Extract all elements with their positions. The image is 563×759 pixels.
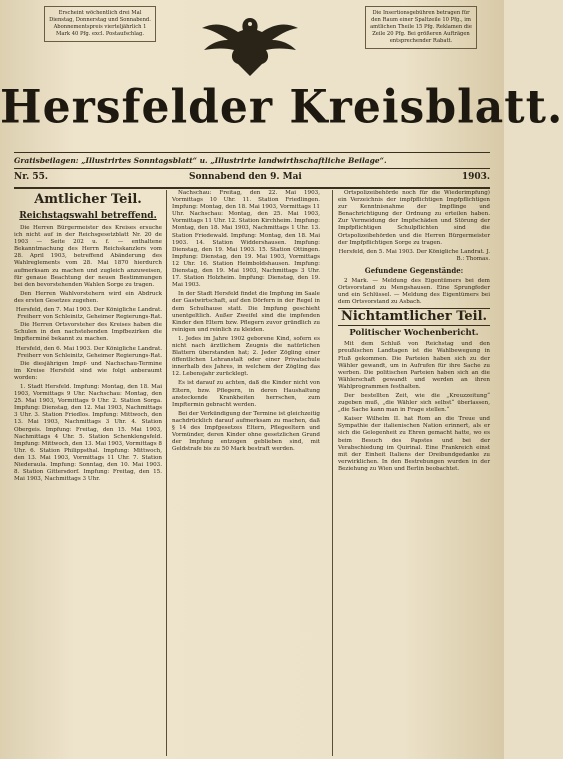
supplements-line: Gratisbeilagen: „Illustrirtes Sonntagsblatt“ u. „Illustrirte landwirthschaftliche Beilage“. (14, 156, 387, 165)
newspaper-title: Hersfelder Kreisblatt. (0, 80, 563, 135)
signature-block: Hersfeld, den 5. Mai 1903. Der Königliche Landrat. J. B.: Thomas. (338, 248, 490, 262)
article-paragraph: Die Herren Ortsvorsteher des Kreises haben die Schulen in den nachstehenden Impfbezirken die Impfterminé bekannt zu machen. (14, 322, 162, 343)
article-paragraph: Die diesjährigen Impf- und Nachschau-Termine im Kreise Hersfeld sind wie folgt anberaumt worden: (14, 360, 162, 381)
weekly-report-heading: Politischer Wochenbericht. (349, 328, 479, 339)
column-divider (166, 190, 167, 756)
issue-number: Nr. 55. (14, 172, 49, 182)
official-section-heading: Amtlicher Teil. (34, 192, 142, 207)
article-paragraph: Ortspolizeibehörde noch für die Wiederimpfung) ein Verzeichnis der impfpflichtigen Impfpflichtigen zur Kenntnisnahme der Impflinge und Benachrichtigung der Ordnung zu erteilen haben. Zur Vermeidung der Impfschäden und Störung der Impfpflichtigen Schulpflichten sind die Ortspolizeibehörden und die Herren Bürgermeister der Impfpflichtigen Sorge zu tragen. (338, 190, 490, 246)
article-paragraph: Der bestellten Zeit, wie die „Kreuzzeitung“ zugeben muß, „die Wähler sich selbst“ überlassen, „die Sache kann man in Frage stellen.“ (338, 392, 490, 414)
article-paragraph: Bei der Verkündigung der Termine ist gleichzeitig nachdrücklich darauf aufmerksam zu machen, daß § 14 des Impfgesetzes Eltern, Pflegeeltern und Vormünder, deren Kinder ohne gesetzlichen Grund der Impfung entzogen geblieben sind, mit Geldstrafe bis zu 50 Mark bestraft werden. (172, 410, 320, 453)
signature-block: Hersfeld, den 6. Mai 1903. Der Königliche Landrat. Freiherr von Schleinitz, Geheimer Regierungs-Rat. (15, 345, 162, 359)
found-items-heading: Gefundene Gegenstände: (364, 265, 464, 275)
article-paragraph: Mit dem Schluß von Reichstag und den preußischen Landtagen ist die Wahlbewegung in Fluß gekommen. Die Parteien haben sich zu der Wähler gewandt, um in Aufrufen für ihre Sache zu werben. Die politischen Parteien haben sich an die Wählerschaft gewandt und werden an ihren Wahlprogrammen festhalten. (338, 341, 490, 390)
article-paragraph: Die Herren Bürgermeister des Kreises ersuche ich nicht auf in der Reichsgesetzblatt Nr. 20 de 1903 — Seite 202 u. f. — enthaltene Bekanntmachung des Herrn Reichskanzlers vom 28. April 1903, betreffend Abänderung des Wahlreglements vom 28. Mai 1870 hierdurch aufmerksam zu machen und zugleich anzuweisen, für genaue Beachtung der neuen Bestimmungen bei den bevorstehenden Wahlen Sorge zu tragen. (14, 225, 162, 288)
divider (14, 168, 490, 169)
found-items-text: 2 Mark. — Meldung des Eigentümers bei dem Ortsvorstand zu Mengshausen. Eine Sprungfeder und ein Schlüssel. — Meldung des Eigentümers bei dem Ortsvorstand zu Asbach. (338, 277, 490, 306)
divider (14, 152, 490, 153)
column-3 (338, 190, 490, 756)
divider (14, 187, 490, 189)
issue-year: 1903. (461, 172, 490, 182)
issue-dateline (14, 172, 490, 186)
insertion-fees-box (365, 6, 477, 49)
column-divider (332, 190, 333, 756)
article-paragraph: Es ist darauf zu achten, daß die Kinder nicht von Eltern, bzw. Pflegern, in deren Haushaltung ansteckende Krankheiten herrschen, zum Impftermin gebracht werden. (172, 380, 320, 408)
article-paragraph: Den Herren Wahlvorstehern wird ein Abdruck des ersten Gesetzes zugehen. (14, 290, 162, 304)
signature-block: Hersfeld, den 7. Mai 1903. Der Königliche Landrat. Freiherr von Schleinitz, Geheimer Regierungs-Rat. (15, 307, 162, 321)
article-paragraph: Kaiser Wilhelm II. hat Rom an die Treue und Sympathie der italienischen Nation erinnert, als er sich die Gelegenheit zu Ehren gemacht hatte, wo es beim Besuch des Papstes und bei der Verabschiedung im Quirinal. Eine Frankreich einst mit der Einheit Italiens der Dreibundgedanke zu verwirklichen. In den Bestrebungen wurden in der Beziehung zu Wien und Berlin beobachtet. (338, 416, 490, 472)
column-2 (172, 190, 320, 756)
schedule-list: 1. Stadt Hersfeld. Impfung: Montag, den 18. Mai 1903, Vormittags 9 Uhr. Nachschau: Montag, den 25. Mai 1903, Vormittags 9 Uhr. 2. Station Sorga. Impfung: Dienstag, den 12. Mai 1903, Nachmittags 3 Uhr. 3. Station Friedlos. Impfung: Mittwoch, den 13. Mai 1903, Nachmittags 3 Uhr. 4. Station Obergeis. Impfung: Freitag, den 15. Mai 1903, Nachmittags 4 Uhr. 5. Station Schenklengsfeld. Impfung: Mittwoch, den 13. Mai 1903, Vormittags 8 Uhr. 6. Station Philippsthal. Impfung: Mittwoch, den 13. Mai 1903, Vormittags 11 Uhr. 7. Station Niederaula. Impfung: Sonntag, den 10. Mai 1903. 8. Station Gittersdorf. Impfung: Freitag, den 15. Mai 1903, Nachmittags 3 Uhr. (14, 383, 162, 483)
subscription-info-text: Erscheint wöchentlich drei Mal Dienstag, Donnerstag und Sonnabend. Abonnementspreis vierteljährlich 1 Mark 40 Pfg. excl. Postaufschlag. (49, 10, 151, 37)
eagle-emblem-icon (200, 10, 300, 80)
unofficial-section-heading: Nichtamtlicher Teil. (338, 308, 490, 326)
article-paragraph: 1. Jedes im Jahre 1902 geborene Kind, sofern es nicht nach ärztlichem Zeugnis die natürlichen Blattern überstanden hat; 2. Jeder Zögling einer öffentlichen Lehranstalt oder einer Privatschule innerhalb des Jahres, in welchem der Zögling das 12. Lebensjahr zurücklegt. (172, 335, 320, 378)
schedule-list: Nachschau: Freitag, den 22. Mai 1903, Vormittags 10 Uhr. 11. Station Friedlingen. Impfung: Montag, den 18. Mai 1903, Vormittags 11 Uhr. Nachschau: Montag, den 25. Mai 1903, Vormittags 11 Uhr. 12. Station Kirchheim. Impfung: Montag, den 18. Mai 1903, Nachmittags 1 Uhr. 13. Station Friedewald. Impfung: Montag, den 18. Mai 1903. 14. Station Widdershausen. Impfung: Dienstag, den 19. Mai 1903. 15. Station Ottingen. Impfung: Dienstag, den 19. Mai 1903, Vormittags 12 Uhr. 16. Station Heimboldshausen. Impfung: Dienstag, den 19. Mai 1903, Nachmittags 3 Uhr. 17. Station Holzheim. Impfung: Dienstag, den 19. Mai 1903. (172, 190, 320, 289)
insertion-fees-text: Die Insertionsgebühren betragen für den Raum einer Spaltzeile 10 Pfg., im amtlichen Theile 15 Pfg. Reklamen die Zeile 20 Pfg. Bei größeren Aufträgen entsprechender Rabatt. (370, 10, 472, 44)
subscription-info-box (44, 6, 156, 42)
issue-date: Sonnabend den 9. Mai (189, 172, 302, 182)
article-heading: Reichstagswahl betreffend. (19, 211, 157, 221)
column-1 (14, 190, 162, 756)
article-paragraph: In der Stadt Hersfeld findet die Impfung im Saale der Gastwirtschaft, auf den Dörfern in der Regel in dem Schulhause statt. Die Impfung geschieht unentgeltlich. Außer Zweifel sind die impfenden Kinder den Eltern bzw. Pflegern zuvor gründlich zu reinigen und reinlich zu kleiden. (172, 291, 320, 333)
